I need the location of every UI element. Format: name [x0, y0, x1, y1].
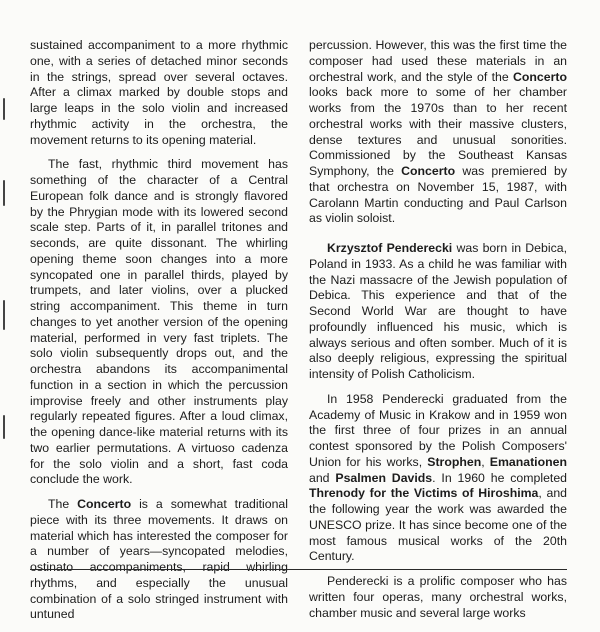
paragraph-text: ,: [481, 454, 490, 469]
paragraph: [309, 38, 567, 227]
paragraph: [30, 157, 288, 488]
paragraph-text: was born in Debica, Poland in 1933. As a child he was familiar with the Nazi massacre of the Jewish population of Debica. This experience and that of the Second World War are thought to have profoundly influenced his music, which is always serious and often somber. Much of it is also deeply religious, expressing the spiritual intensity of Polish Catholicism.: [309, 241, 567, 381]
left-column: [30, 38, 288, 632]
paragraph-text: is a somewhat traditional piece with its three movements. It draws on material which has interested the composer for a number of years—syncopated melodies, ostinato accompaniments, rapid whirling rhythms, and especially the unusual combination of a solo stringed instrument with untuned: [30, 497, 288, 622]
paragraph-text: percussion. However, this was the first time the composer had used these materials in an orchestral work, and the style of the: [309, 38, 567, 84]
paragraph-text: sustained accompaniment to a more rhythmic one, with a series of detached minor seconds in the strings, spread over several octaves. After a climax marked by double stops and large leaps in the solo violin and increased rhythmic activity in the orchestra, the movement returns to its opening material.: [30, 38, 288, 147]
paragraph-text: . In 1960 he completed: [432, 470, 567, 485]
paragraph: [309, 574, 567, 621]
page-edge-mark: [3, 300, 5, 330]
paragraph-text: The: [48, 497, 78, 511]
page-edge-mark: [3, 98, 5, 120]
paragraph: [309, 241, 567, 383]
right-column: [309, 38, 567, 630]
work-title: Emanationen: [489, 454, 567, 469]
work-title: Strophen: [427, 454, 482, 469]
work-title: Psalmen Davids: [335, 470, 433, 485]
work-title: Concerto: [401, 164, 456, 178]
work-title: Threnody for the Victims of Hiroshima: [309, 486, 539, 501]
page-edge-mark: [3, 415, 5, 439]
paragraph-text: and: [309, 470, 336, 485]
composer-name: Krzysztof Penderecki: [327, 241, 453, 255]
paragraph-text: In 1958 Penderecki graduated from the Academy of Music in Krakow and in 1959 won the first three of four prizes in an annual contest sponsored by the Polish Composers' Union for his works,: [309, 391, 567, 469]
paragraph: [30, 497, 288, 623]
paragraph-text: was premiered by that orchestra on November 15, 1987, with Carolann Martin conducting and Paul Carlson as violin soloist.: [309, 164, 567, 226]
bottom-rule: [30, 569, 567, 570]
work-title: Concerto: [77, 497, 132, 511]
page-edge-mark: [3, 180, 5, 206]
paragraph-text: , and the following year the work was awarded the UNESCO prize. It has since become one of the most famous musical works of the 20th Century.: [309, 486, 567, 564]
paragraph: [309, 392, 567, 565]
work-title: Concerto: [513, 69, 567, 84]
paragraph-text: The fast, rhythmic third movement has something of the character of a Central European folk dance and is strongly flavored by the Phrygian mode with its lowered second scale step. Parts of it, in parallel tritones and seconds, are quite dissonant. The whirling opening theme soon changes into a more syncopated one in parallel thirds, played by trumpets, and later violins, over a plucked string accompaniment. This theme in turn changes to yet another version of the opening material, performed in very fast triplets. The solo violin subsequently drops out, and the orchestra abandons its accompanimental function in a section in which the percussion improvise freely and other instruments play regularly repeated figures. After a loud climax, the opening dance-like material returns with its two earlier permutations. A virtuoso cadenza for the solo violin and a short, fast coda conclude the work.: [30, 157, 288, 487]
paragraph: [30, 38, 288, 148]
paragraph-text: looks back more to some of her chamber works from the 1970s than to her recent orchestral works with their massive clusters, dense textures and unusual sonorities. Commissioned by the Southeast Kansas Symphony, the: [309, 85, 567, 178]
paragraph-text: Penderecki is a prolific composer who has written four operas, many orchestral works, chamber music and several large works: [309, 574, 567, 620]
